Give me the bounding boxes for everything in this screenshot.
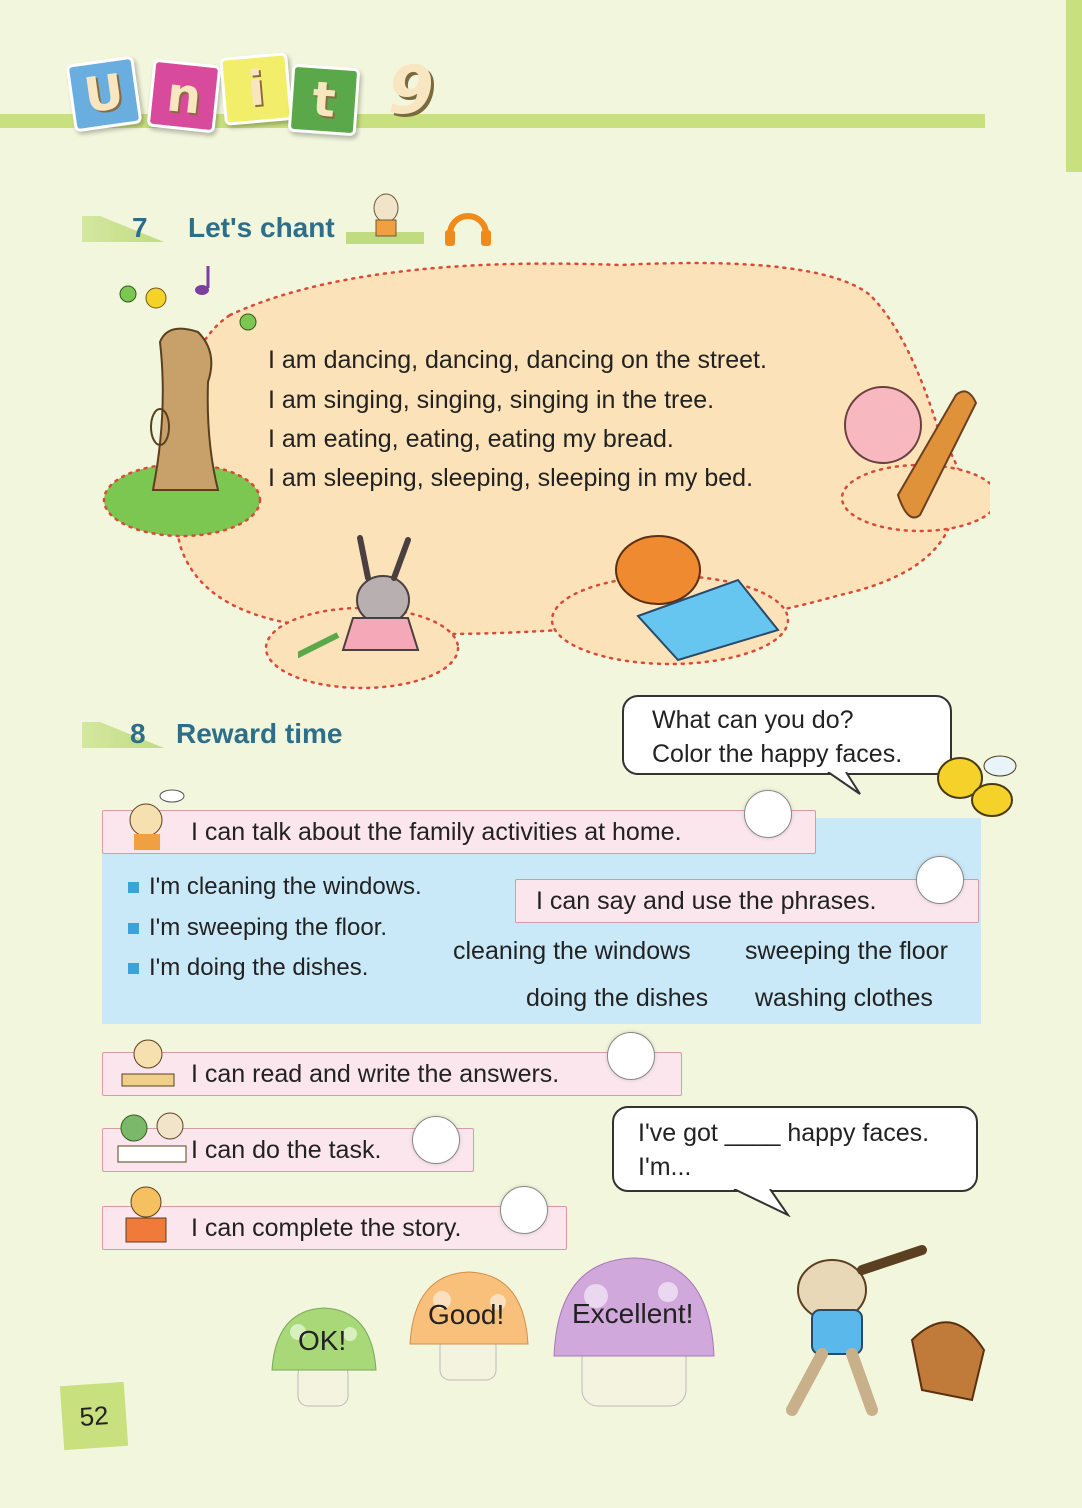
phrase: cleaning the windows <box>453 937 691 965</box>
page-edge-tab <box>1066 0 1082 172</box>
bullet-text: I'm cleaning the windows. <box>149 873 422 900</box>
unit-letter: i <box>245 60 267 118</box>
list-item <box>128 873 422 901</box>
chant-line: I am singing, singing, singing in the tree. <box>268 386 715 414</box>
section-flag <box>82 216 164 242</box>
reward-item-phrases <box>515 879 979 923</box>
unit-tile-i <box>219 52 293 126</box>
page-number: 52 <box>60 1382 128 1450</box>
singing-rabbit-icon <box>346 186 426 248</box>
list-item <box>128 914 387 942</box>
list-item <box>128 954 368 982</box>
bear-reading-icon <box>120 1182 172 1246</box>
reward-text: I can complete the story. <box>191 1213 462 1242</box>
unit-tile-n <box>147 59 222 134</box>
happy-face-icon[interactable] <box>500 1186 548 1234</box>
child-writing-icon <box>118 1034 178 1090</box>
reward-text: I can talk about the family activities at home. <box>191 817 682 846</box>
bubble-line: I'm... <box>638 1153 692 1181</box>
girl-thinking-icon <box>118 780 188 852</box>
unit-tile-u <box>66 56 143 133</box>
rabbit-dancing-illustration <box>298 530 438 680</box>
bubble-tail <box>730 1189 800 1217</box>
bear-sleeping-illustration <box>598 520 783 665</box>
phrase: washing clothes <box>755 984 933 1012</box>
mushroom-label: Excellent! <box>572 1298 694 1329</box>
bubble-line: What can you do? <box>652 706 854 734</box>
section-title: Let's chant <box>188 212 335 243</box>
bullet-text: I'm sweeping the floor. <box>149 914 388 941</box>
unit-letter: t <box>310 71 338 129</box>
bubble-line: Color the happy faces. <box>652 740 903 768</box>
reward-item-talk <box>102 810 816 854</box>
reward-item-read-write <box>102 1052 682 1096</box>
reward-text: I can say and use the phrases. <box>536 886 877 915</box>
result-speech-bubble <box>612 1106 978 1192</box>
section-title: Reward time <box>176 718 343 749</box>
pig-with-bread-illustration <box>838 375 978 525</box>
mushroom-excellent[interactable] <box>550 1256 718 1408</box>
section-number: 8 <box>130 718 146 749</box>
bullet-square-icon <box>128 882 139 893</box>
unit-letter: U <box>80 63 128 125</box>
phrase: sweeping the floor <box>745 937 948 965</box>
bee-speech-bubble <box>622 695 952 775</box>
chant-line: I am dancing, dancing, dancing on the street. <box>268 346 767 374</box>
bubble-line: I've got ____ happy faces. <box>638 1119 930 1147</box>
happy-face-icon[interactable] <box>916 856 964 904</box>
bullet-text: I'm doing the dishes. <box>149 954 369 981</box>
reward-text: I can do the task. <box>191 1135 382 1164</box>
headphones-icon <box>442 200 494 250</box>
rabbit-with-basket-illustration <box>752 1240 992 1420</box>
mushroom-label: OK! <box>298 1325 347 1356</box>
happy-face-icon[interactable] <box>607 1032 655 1080</box>
children-reading-icon <box>112 1106 192 1168</box>
bullet-square-icon <box>128 923 139 934</box>
unit-number: 9 <box>388 52 434 129</box>
mushroom-label: Good! <box>428 1299 505 1330</box>
unit-letter: n <box>164 66 204 126</box>
chant-line: I am sleeping, sleeping, sleeping in my bed. <box>268 464 754 492</box>
music-note-icon <box>188 262 218 302</box>
section-number: 7 <box>132 212 148 243</box>
unit-tile-t <box>288 64 361 137</box>
section-flag <box>82 722 164 748</box>
phrase: doing the dishes <box>526 984 709 1012</box>
chant-line: I am eating, eating, eating my bread. <box>268 425 674 453</box>
bullet-square-icon <box>128 963 139 974</box>
reward-text: I can read and write the answers. <box>191 1059 560 1088</box>
happy-face-icon[interactable] <box>412 1116 460 1164</box>
bubble-tail <box>826 772 866 796</box>
happy-face-icon[interactable] <box>744 790 792 838</box>
